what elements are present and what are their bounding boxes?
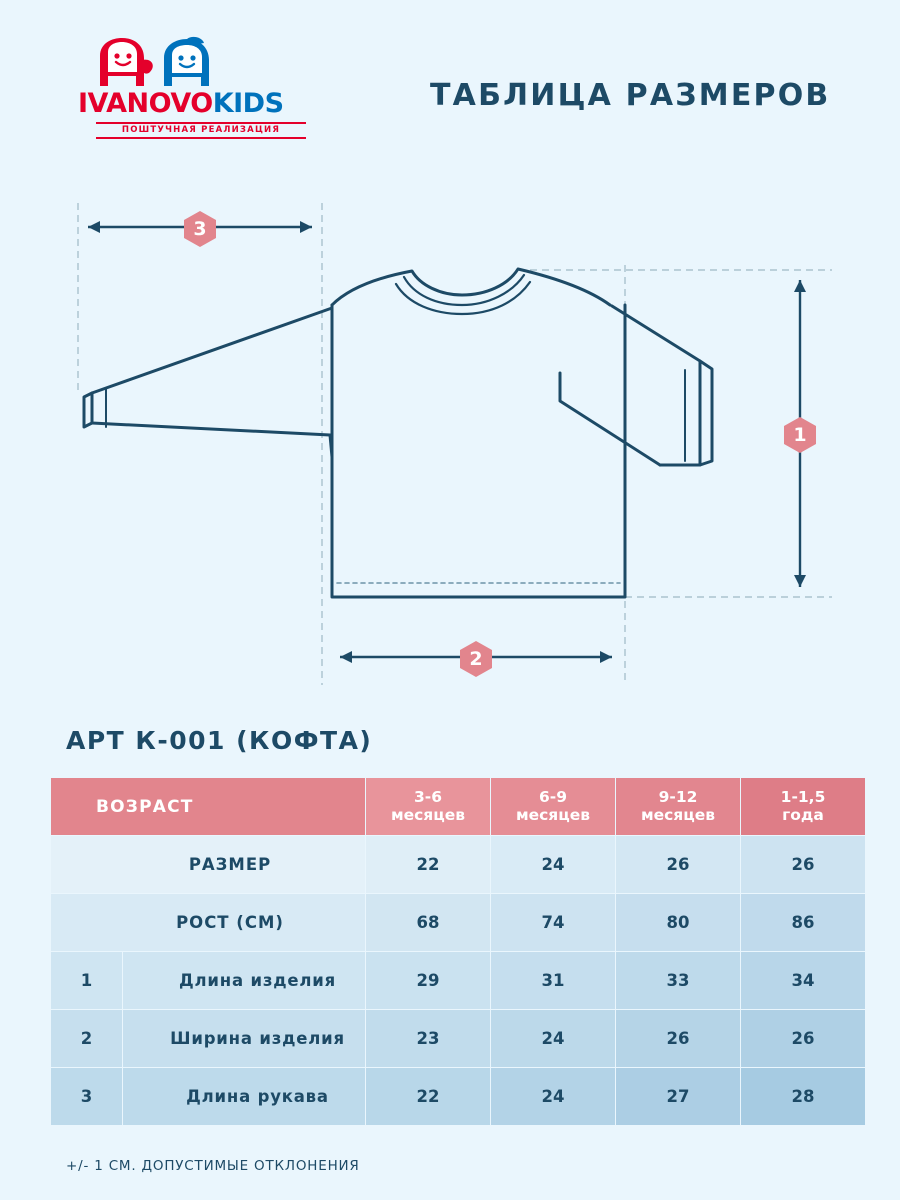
header-col-2-line2: месяцев <box>515 805 591 824</box>
marker-3 <box>184 211 216 247</box>
row-label-dlina-izdeliya: Длина изделия <box>123 952 366 1010</box>
cell-razmer-3: 26 <box>616 836 741 894</box>
marker-1 <box>784 417 816 453</box>
header-col-2 <box>491 778 616 836</box>
marker-1-label: 1 <box>793 424 807 446</box>
header-col-3 <box>616 778 741 836</box>
row-label-razmer: РАЗМЕР <box>51 836 366 894</box>
two-kids-faces-icon <box>92 36 222 94</box>
header-col-1-line2: месяцев <box>390 805 466 824</box>
cell-razmer-1: 22 <box>366 836 491 894</box>
garment-diagram-svg <box>0 165 900 710</box>
row-label-shirina-izdeliya: Ширина изделия <box>123 1010 366 1068</box>
cell-dlina-izdeliya-1: 29 <box>366 952 491 1010</box>
brand-logo <box>78 36 308 146</box>
row-num-2: 2 <box>51 1010 123 1068</box>
marker-2-label: 2 <box>469 648 483 670</box>
header-col-1-line1: 3-6 <box>414 788 443 807</box>
cell-dlina-izdeliya-3: 33 <box>616 952 741 1010</box>
brand-wordmark <box>78 88 308 119</box>
brand-name-part2: KIDS <box>212 88 284 119</box>
brand-name-part1: IVANOVO <box>78 88 213 119</box>
table-row <box>51 1068 866 1126</box>
tolerance-note: +/- 1 СМ. ДОПУСТИМЫЕ ОТКЛОНЕНИЯ <box>66 1158 360 1174</box>
cell-rost-4: 86 <box>741 894 866 952</box>
article-title: АРТ К-001 (КОФТА) <box>66 726 373 755</box>
header-col-4-line1: 1-1,5 <box>780 788 826 807</box>
cell-dlina-rukava-1: 22 <box>366 1068 491 1126</box>
cell-rost-1: 68 <box>366 894 491 952</box>
table-row <box>51 952 866 1010</box>
cell-shirina-izdeliya-2: 24 <box>491 1010 616 1068</box>
cell-razmer-2: 24 <box>491 836 616 894</box>
table-row <box>51 894 866 952</box>
shirt-outline <box>84 269 712 597</box>
header-col-1 <box>366 778 491 836</box>
page-title: ТАБЛИЦА РАЗМЕРОВ <box>430 78 831 113</box>
header-col-4 <box>741 778 866 836</box>
header-age-label: ВОЗРАСТ <box>51 778 366 836</box>
cell-dlina-izdeliya-4: 34 <box>741 952 866 1010</box>
cell-shirina-izdeliya-4: 26 <box>741 1010 866 1068</box>
header-col-3-line2: месяцев <box>640 805 716 824</box>
garment-diagram <box>0 165 900 710</box>
cell-razmer-4: 26 <box>741 836 866 894</box>
cell-dlina-izdeliya-2: 31 <box>491 952 616 1010</box>
table-row <box>51 1010 866 1068</box>
cell-rost-3: 80 <box>616 894 741 952</box>
cell-shirina-izdeliya-1: 23 <box>366 1010 491 1068</box>
marker-3-label: 3 <box>193 218 207 240</box>
cell-shirina-izdeliya-3: 26 <box>616 1010 741 1068</box>
header-col-4-line2: года <box>782 805 824 824</box>
cell-dlina-rukava-3: 27 <box>616 1068 741 1126</box>
row-label-rost: РОСТ (СМ) <box>51 894 366 952</box>
page-header <box>0 0 900 165</box>
table-row <box>51 836 866 894</box>
guide-lines <box>78 203 832 685</box>
cell-dlina-rukava-4: 28 <box>741 1068 866 1126</box>
row-num-1: 1 <box>51 952 123 1010</box>
row-label-dlina-rukava: Длина рукава <box>123 1068 366 1126</box>
size-table <box>50 777 866 1126</box>
header-col-2-line1: 6-9 <box>539 788 568 807</box>
row-num-3: 3 <box>51 1068 123 1126</box>
cell-dlina-rukava-2: 24 <box>491 1068 616 1126</box>
header-col-3-line1: 9-12 <box>658 788 698 807</box>
brand-tagline: ПОШТУЧНАЯ РЕАЛИЗАЦИЯ <box>96 122 306 139</box>
marker-2 <box>460 641 492 677</box>
cell-rost-2: 74 <box>491 894 616 952</box>
table-header-row <box>51 778 866 836</box>
